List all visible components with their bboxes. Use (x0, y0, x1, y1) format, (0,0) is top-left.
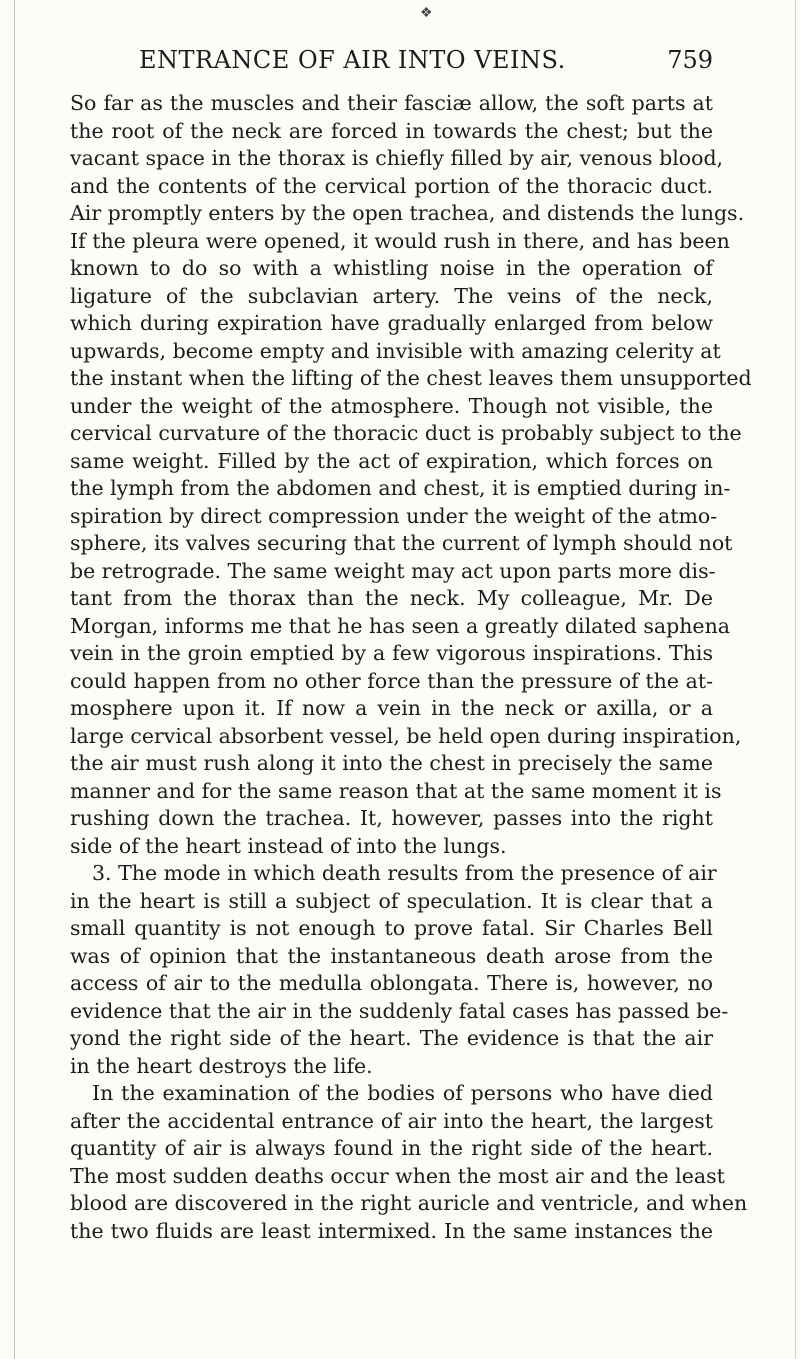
text-line: 3. The mode in which death results from the presence of air (92, 861, 717, 885)
page-left-edge (14, 0, 15, 1359)
text-line: If the pleura were opened, it would rush in there, and has been (70, 228, 730, 253)
text-line: small quantity is not enough to prove fatal. Sir Charles Bell (70, 916, 713, 940)
text-line: quantity of air is always found in the right side of the heart. (70, 1136, 713, 1160)
text-line: the air must rush along it into the chest in precisely the same (70, 751, 713, 775)
text-line: access of air to the medulla oblongata. There is, however, no (70, 971, 713, 995)
running-head (139, 45, 713, 75)
text-line: in the heart is still a subject of speculation. It is clear that a (70, 888, 713, 913)
text-line: could happen from no other force than the pressure of the at- (70, 668, 713, 693)
text-line: rushing down the trachea. It, however, passes into the right (70, 806, 713, 830)
text-line: was of opinion that the instantaneous death arose from the (70, 943, 713, 968)
printer-mark: ❖ (420, 5, 433, 21)
text-line: mosphere upon it. If now a vein in the neck or axilla, or a (70, 696, 713, 720)
text-line: after the accidental entrance of air into the heart, the largest (70, 1108, 713, 1133)
text-line: Morgan, informs me that he has seen a greatly dilated saphena (70, 613, 730, 638)
text-line: large cervical absorbent vessel, be held open during inspiration, (70, 723, 742, 748)
text-line: side of the heart instead of into the lungs. (70, 833, 507, 858)
text-line: which during expiration have gradually enlarged from below (70, 311, 713, 335)
text-line: spiration by direct compression under the weight of the atmo- (70, 503, 718, 528)
text-line: vein in the groin emptied by a few vigorous inspirations. This (70, 641, 713, 665)
text-line: under the weight of the atmosphere. Though not visible, the (70, 393, 713, 418)
text-line: Air promptly enters by the open trachea, and distends the lungs. (70, 201, 745, 225)
page-right-edge (795, 0, 796, 1359)
text-line: vacant space in the thorax is chiefly filled by air, venous blood, (70, 146, 724, 170)
text-line: same weight. Filled by the act of expiration, which forces on (70, 448, 713, 473)
text-line: yond the right side of the heart. The evidence is that the air (70, 1026, 713, 1050)
text-line: In the examination of the bodies of persons who have died (92, 1081, 713, 1105)
text-line: manner and for the same reason that at the same moment it is (70, 778, 722, 803)
text-line: ligature of the subclavian artery. The veins of the neck, (70, 283, 713, 308)
text-line: the instant when the lifting of the chest leaves them unsupported (70, 366, 752, 390)
text-line: tant from the thorax than the neck. My colleague, Mr. De (70, 586, 713, 610)
text-line: cervical curvature of the thoracic duct is probably subject to the (70, 421, 742, 445)
text-line: be retrograde. The same weight may act upon parts more dis- (70, 558, 716, 583)
text-line: blood are discovered in the right auricle and ventricle, and when (70, 1191, 748, 1215)
text-line: the two fluids are least intermixed. In the same instances the (70, 1218, 713, 1243)
text-line: So far as the muscles and their fasciæ allow, the soft parts at (70, 91, 713, 115)
text-line: evidence that the air in the suddenly fatal cases has passed be- (70, 998, 729, 1023)
text-line: the lymph from the abdomen and chest, it is emptied during in- (70, 476, 731, 500)
text-line: sphere, its valves securing that the current of lymph should not (70, 531, 733, 555)
text-line: and the contents of the cervical portion of the thoracic duct. (70, 173, 713, 198)
body-text (70, 90, 752, 1245)
text-line: the root of the neck are forced in towards the chest; but the (70, 118, 713, 143)
text-line: upwards, become empty and invisible with amazing celerity at (70, 338, 721, 363)
page-number: 759 (667, 46, 713, 74)
text-line: in the heart destroys the life. (70, 1053, 373, 1078)
text-line: The most sudden deaths occur when the most air and the least (70, 1163, 725, 1188)
running-title: ENTRANCE OF AIR INTO VEINS. (139, 46, 566, 74)
text-line: known to do so with a whistling noise in the operation of (70, 256, 713, 280)
